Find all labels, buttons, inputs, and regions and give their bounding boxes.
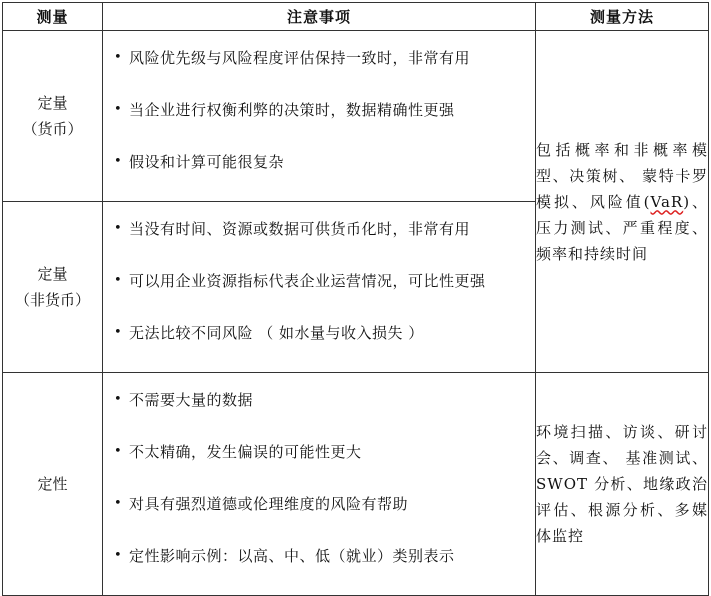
notes-list xyxy=(103,202,535,372)
list-item: • 假设和计算可能很复杂 xyxy=(103,149,535,201)
bullet-icon: • xyxy=(114,154,123,169)
label-line: 定量 xyxy=(37,94,68,112)
method-qualitative: 环境扫描、访谈、研讨会、调查、 基准测试、SWOT 分析、地缘政治评估、根源分析、多媒体监控 xyxy=(536,373,709,596)
row-label-quantitative-nonmonetary xyxy=(3,202,103,373)
label-line: 定性 xyxy=(37,475,68,493)
list-item: • 风险优先级与风险程度评估保持一致时，非常有用 xyxy=(103,45,535,97)
header-measure: 测量 xyxy=(3,3,103,31)
label-line: （货币） xyxy=(22,120,83,138)
method-quantitative: 包括概率和非概率模型、决策树、 蒙特卡罗模拟、风险值(VaR)、压力测试、严重程度、频率和持续时间 xyxy=(536,31,709,373)
label-line: （非货币） xyxy=(14,291,90,309)
row-label-qualitative xyxy=(3,373,103,596)
bullet-icon: • xyxy=(114,325,123,340)
list-item: • 当没有时间、资源或数据可供货币化时，非常有用 xyxy=(103,216,535,268)
list-item: • 不需要大量的数据 xyxy=(103,387,535,439)
list-item: • 可以用企业资源指标代表企业运营情况，可比性更强 xyxy=(103,268,535,320)
bullet-icon: • xyxy=(114,273,123,288)
list-item: • 对具有强烈道德或伦理维度的风险有帮助 xyxy=(103,491,535,543)
header-method: 测量方法 xyxy=(536,3,709,31)
notes-cell xyxy=(103,373,536,596)
row-label-quantitative-monetary xyxy=(3,31,103,202)
list-item: • 无法比较不同风险 （ 如水量与收入损失 ） xyxy=(103,320,535,372)
list-item: • 当企业进行权衡利弊的决策时，数据精确性更强 xyxy=(103,97,535,149)
table-row xyxy=(3,31,709,202)
table-row xyxy=(3,373,709,596)
bullet-icon: • xyxy=(114,102,123,117)
bullet-icon: • xyxy=(114,50,123,65)
risk-measurement-table xyxy=(2,2,709,596)
notes-cell xyxy=(103,31,536,202)
notes-list xyxy=(103,31,535,201)
bullet-icon: • xyxy=(114,221,123,236)
header-notes: 注意事项 xyxy=(103,3,536,31)
label-line: 定量 xyxy=(37,265,68,283)
bullet-icon: • xyxy=(114,548,123,563)
notes-list xyxy=(103,373,535,595)
bullet-icon: • xyxy=(114,496,123,511)
var-term: VaR xyxy=(650,192,684,211)
header-row xyxy=(3,3,709,31)
list-item: • 不太精确，发生偏误的可能性更大 xyxy=(103,439,535,491)
bullet-icon: • xyxy=(114,392,123,407)
notes-cell xyxy=(103,202,536,373)
list-item: • 定性影响示例：以高、中、低（就业）类别表示 xyxy=(103,543,535,595)
bullet-icon: • xyxy=(114,444,123,459)
